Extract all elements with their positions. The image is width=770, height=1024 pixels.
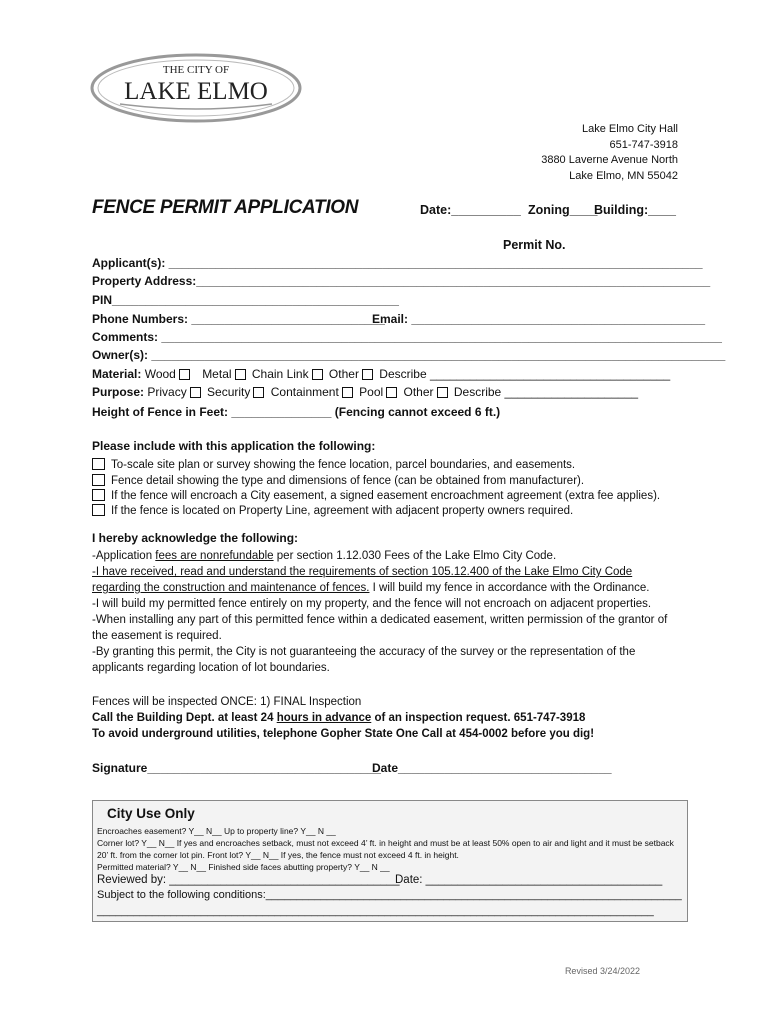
city-hall-street: 3880 Laverne Avenue North — [541, 154, 678, 166]
city-use-line: Corner lot? Y__ N__ If yes and encroaches setback, must not exceed 4’ ft. in height and must be at least 50% open to air and light and it must be setback — [97, 838, 674, 848]
city-hall-name: Lake Elmo City Hall — [582, 123, 678, 135]
include-item — [92, 489, 660, 502]
acknowledge-text: -Application fees are nonrefundable per section 1.12.030 Fees of the Lake Elmo City Code. -I have received, read and understand the requirements of section 105.12.400 of the Lake Elmo City Code regarding the construction and maintenance of fences. I will build my fence in accordance with the Ordinance. -I will build my permitted fence entirely on my property, and the fence will not encroach on adjacent properties. -When installing any part of this permitted fence within a dedicated easement, written permission of the grantor of the easement is required. -By granting this permit, the City is not guaranteeing the accuracy of the survey or the representation of the applicants regarding location of lot boundaries. — [92, 550, 668, 674]
include-item-text: If the fence is located on Property Line, agreement with adjacent property owners required. — [111, 505, 574, 517]
purpose-containment-checkbox[interactable] — [342, 387, 353, 398]
acknowledge-heading: I hereby acknowledge the following: — [92, 531, 299, 545]
applicants-field[interactable]: Applicant(s): ________________________________________________________________________________ — [92, 256, 703, 270]
conditions-field[interactable]: Subject to the following conditions:____________________________________________________________________ — [97, 889, 682, 901]
date-field[interactable]: Date:__________ — [420, 203, 521, 217]
material-row — [92, 367, 670, 381]
city-use-line: Permitted material? Y__ N__ Finished side faces abutting property? Y__ N __ — [97, 862, 390, 872]
purpose-security-checkbox[interactable] — [253, 387, 264, 398]
include-checkbox[interactable] — [92, 474, 105, 486]
material-metal: Metal — [202, 367, 232, 381]
city-hall-address — [541, 122, 678, 184]
city-hall-city: Lake Elmo, MN 55042 — [569, 169, 678, 182]
height-row — [92, 405, 500, 419]
purpose-pool: Pool — [359, 385, 384, 399]
city-use-panel — [92, 800, 688, 922]
include-item-text: Fence detail showing the type and dimensions of fence (can be obtained from manufacturer). — [111, 475, 585, 487]
inspection-notice: Fences will be inspected ONCE: 1) FINAL Inspection Call the Building Dept. at least 24 hours in advance of an inspection request. 651-747-3918 To avoid underground utilities, telephone Gopher State One Call at 454-0002 before you dig! — [92, 694, 672, 742]
material-wood: Wood — [144, 367, 176, 381]
material-metal-checkbox[interactable] — [235, 369, 246, 380]
include-item — [92, 474, 584, 487]
height-note: (Fencing cannot exceed 6 ft.) — [334, 405, 501, 419]
revised-date: Revised 3/24/2022 — [564, 966, 640, 976]
include-checkbox[interactable] — [92, 489, 105, 501]
purpose-privacy-checkbox[interactable] — [190, 387, 201, 398]
purpose-containment: Containment — [270, 385, 339, 399]
purpose-describe[interactable]: Describe ____________________ — [453, 385, 639, 399]
purpose-pool-checkbox[interactable] — [386, 387, 397, 398]
conditions-line[interactable]: ___________________________________________________________________________________________ — [97, 905, 654, 917]
purpose-privacy: Privacy — [147, 385, 187, 399]
height-field[interactable]: Height of Fence in Feet: _______________ — [92, 405, 332, 419]
owners-field[interactable]: Owner(s): ______________________________________________________________________________________ — [92, 348, 726, 362]
material-chain-link-checkbox[interactable] — [312, 369, 323, 380]
include-item-text: If the fence will encroach a City easement, a signed easement encroachment agreement (extra fee applies). — [111, 490, 661, 502]
material-wood-checkbox[interactable] — [179, 369, 190, 380]
purpose-row — [92, 385, 638, 399]
purpose-other-checkbox[interactable] — [437, 387, 448, 398]
city-use-date-field[interactable]: Date: _____________________________________ — [395, 874, 663, 886]
material-chain-link: Chain Link — [251, 367, 309, 381]
purpose-label: Purpose: — [92, 385, 145, 399]
logo-line1: THE CITY OF — [162, 64, 230, 76]
city-use-title: City Use Only — [107, 806, 195, 821]
material-label: Material: — [92, 367, 142, 381]
zoning-field[interactable]: Zoning____ — [528, 203, 598, 217]
city-logo — [90, 52, 302, 124]
permit-number-label: Permit No. — [503, 238, 566, 252]
material-other-checkbox[interactable] — [362, 369, 373, 380]
city-use-line: 20’ ft. from the corner lot pin. Front lot? Y__ N__ If yes, the fence must not exceed 4 ft. in height. — [97, 850, 459, 860]
purpose-security: Security — [207, 385, 251, 399]
gopher-notice: To avoid underground utilities, telephone Gopher State One Call at 454-0002 before you dig! — [92, 728, 595, 740]
include-checkbox[interactable] — [92, 458, 105, 470]
logo-line2: LAKE ELMO — [124, 78, 268, 105]
page-title: FENCE PERMIT APPLICATION — [92, 197, 359, 218]
signature-date-field[interactable]: Date________________________________ — [372, 761, 612, 775]
phone-field[interactable]: Phone Numbers: _____________________________ — [92, 312, 385, 326]
city-hall-phone: 651-747-3918 — [609, 138, 678, 151]
pin-field[interactable]: PIN___________________________________________ — [92, 293, 399, 307]
email-field[interactable]: Email: ____________________________________________ — [372, 312, 705, 326]
reviewed-by-field[interactable]: Reviewed by: ____________________________________ — [97, 874, 400, 886]
include-item — [92, 504, 573, 517]
include-checkbox[interactable] — [92, 504, 105, 516]
building-field[interactable]: Building:____ — [594, 203, 676, 217]
include-item-text: To-scale site plan or survey showing the fence location, parcel boundaries, and easements. — [111, 459, 576, 471]
city-use-line: Encroaches easement? Y__ N__ Up to property line? Y__ N __ — [97, 826, 336, 836]
signature-field[interactable]: Signature___________________________________ — [92, 761, 381, 775]
property-address-field[interactable]: Property Address:_____________________________________________________________________________ — [92, 274, 711, 288]
inspection-once: Fences will be inspected ONCE: 1) FINAL Inspection — [92, 696, 362, 708]
material-other: Other — [328, 367, 359, 381]
material-describe[interactable]: Describe ____________________________________ — [379, 367, 671, 381]
include-item — [92, 458, 575, 471]
comments-field[interactable]: Comments: ____________________________________________________________________________________ — [92, 330, 722, 344]
include-heading: Please include with this application the following: — [92, 439, 376, 453]
purpose-other: Other — [403, 385, 434, 399]
